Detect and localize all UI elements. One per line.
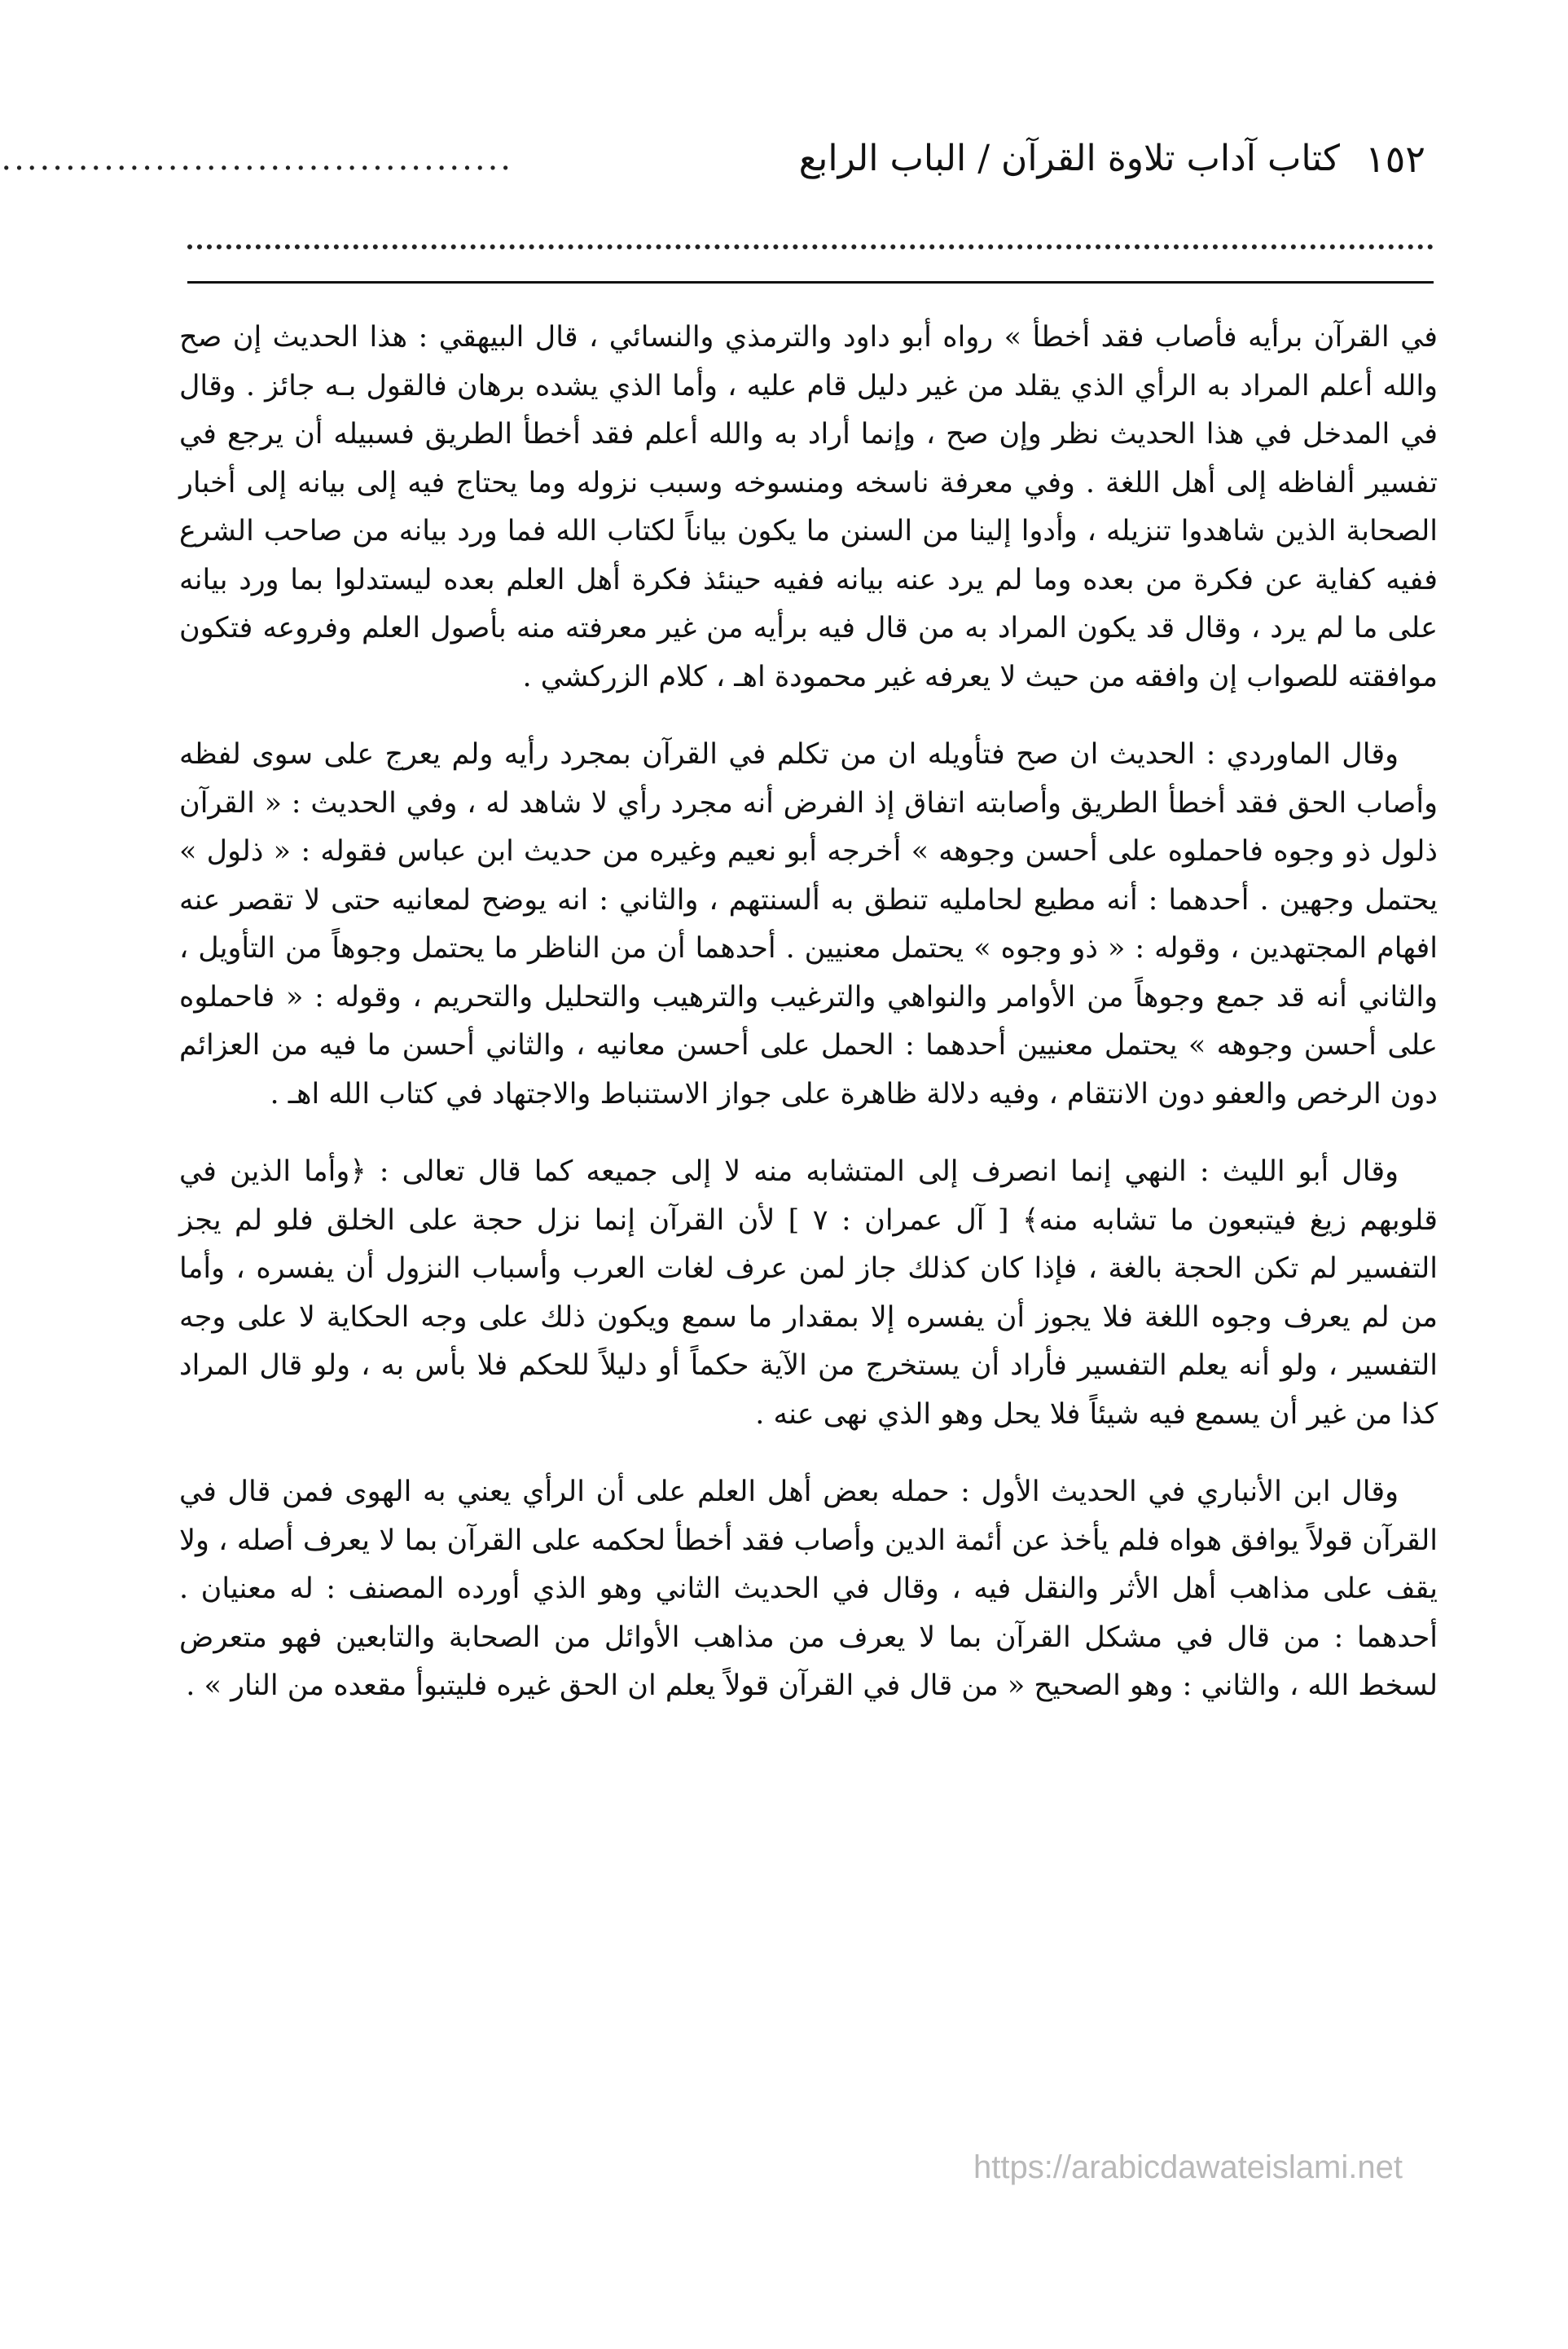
paragraph-3: وقال أبو الليث : النهي إنما انصرف إلى المتشابه منه لا إلى جميعه كما قال تعالى : ﴿وأما الذين في قلوبهم زيغ فيتبعون ما تشابه منه﴾ [ آل عمران : ٧ ] لأن القرآن إنما نزل حجة على الخلق فلو لم يجز التفسير لم تكن الحجة بالغة ، فإذا كان كذلك جاز لمن عرف لغات العرب وأسباب النزول أن يفسره ، وأما من لم يعرف وجوه اللغة فلا يجوز أن يفسره إلا بمقدار ما سمع ويكون ذلك على وجه الحكاية لا على وجه التفسير ، ولو أنه يعلم التفسير فأراد أن يستخرج من الآية حكماً أو دليلاً للحكم فلا بأس به ، ولو قال المراد كذا من غير أن يسمع فيه شيئاً فلا يحل وهو الذي نهى عنه . bbox=[179, 1155, 1438, 1431]
page-body bbox=[179, 314, 1438, 2106]
dotted-divider bbox=[187, 228, 1434, 249]
page-number: ١٥٢ bbox=[1364, 137, 1425, 181]
solid-divider bbox=[187, 281, 1434, 284]
paragraph-2: وقال الماوردي : الحديث ان صح فتأويله ان من تكلم في القرآن بمجرد رأيه ولم يعرج على سوى لفظه وأصاب الحق فقد أخطأ الطريق وأصابته اتفاق إذ الفرض أنه مجرد رأي لا شاهد له ، وفي الحديث : « القرآن ذلول ذو وجوه فاحملوه على أحسن وجوهه » أخرجه أبو نعيم وغيره من حديث ابن عباس فقوله : « ذلول » يحتمل وجهين . أحدهما : أنه مطيع لحامليه تنطق به ألسنتهم ، والثاني : انه يوضح لمعانيه حتى لا تقصر عنه افهام المجتهدين ، وقوله : « ذو وجوه » يحتمل معنيين . أحدهما أن من الناظر ما يحتمل وجوهاً من التأويل ، والثاني أنه قد جمع وجوهاً من الأوامر والنواهي والترغيب والترهيب والتحليل والتحريم ، وقوله : « فاحملوه على أحسن وجوهه » يحتمل معنيين أحدهما : الحمل على أحسن معانيه ، والثاني أحسن ما فيه من العزائم دون الرخص والعفو دون الانتقام ، وفيه دلالة ظاهرة على جواز الاستنباط والاجتهاد في كتاب الله اهـ . bbox=[179, 738, 1438, 1111]
source-watermark: https://arabicdawateislami.net bbox=[973, 2149, 1403, 2185]
running-title: كتاب آداب تلاوة القرآن / الباب الرابع bbox=[798, 138, 1340, 179]
header-leader-dots: ........................................ bbox=[1, 140, 513, 178]
paragraph-1: في القرآن برأيه فأصاب فقد أخطأ » رواه أبو داود والترمذي والنسائي ، قال البيهقي : هذا الحديث إن صح والله أعلم المراد به الرأي الذي يقلد من غير دليل قام عليه ، وأما الذي يشده برهان فالقول بـه جائز . وقال في المدخل في هذا الحديث نظر وإن صح ، وإنما أراد به والله أعلم فقد أخطأ الطريق فسبيله أن يرجع في تفسير ألفاظه إلى أهل اللغة . وفي معرفة ناسخه ومنسوخه وسبب نزوله وما يحتاج فيه إلى بيانه إلى أخبار الصحابة الذين شاهدوا تنزيله ، وأدوا إلينا من السنن ما يكون بياناً لكتاب الله فما ورد بيانه من صاحب الشرع ففيه كفاية عن فكرة من بعده وما لم يرد عنه بيانه ففيه حينئذ فكرة أهل العلم بعده ليستدلوا بما ورد بيانه على ما لم يرد ، وقال قد يكون المراد به من قال فيه برأيه من غير معرفته منه بأصول العلم وفروعه فتكون موافقته للصواب إن وافقه من حيث لا يعرفه غير محمودة اهـ ، كلام الزركشي . bbox=[179, 321, 1438, 693]
paragraph-4: وقال ابن الأنباري في الحديث الأول : حمله بعض أهل العلم على أن الرأي يعني به الهوى فمن قال في القرآن قولاً يوافق هواه فلم يأخذ عن أئمة الدين وأصاب فقد أخطأ لحكمه على القرآن بما لا يعرف أصله ، ولا يقف على مذاهب أهل الأثر والنقل فيه ، وقال في الحديث الثاني وهو الذي أورده المصنف : له معنيان . أحدهما : من قال في مشكل القرآن بما لا يعرف من مذاهب الأوائل من الصحابة والتابعين فهو متعرض لسخط الله ، والثاني : وهو الصحيح « من قال في القرآن قولاً يعلم ان الحق غيره فليتبوأ مقعده من النار » . bbox=[179, 1476, 1438, 1702]
page-header bbox=[1, 130, 1434, 187]
